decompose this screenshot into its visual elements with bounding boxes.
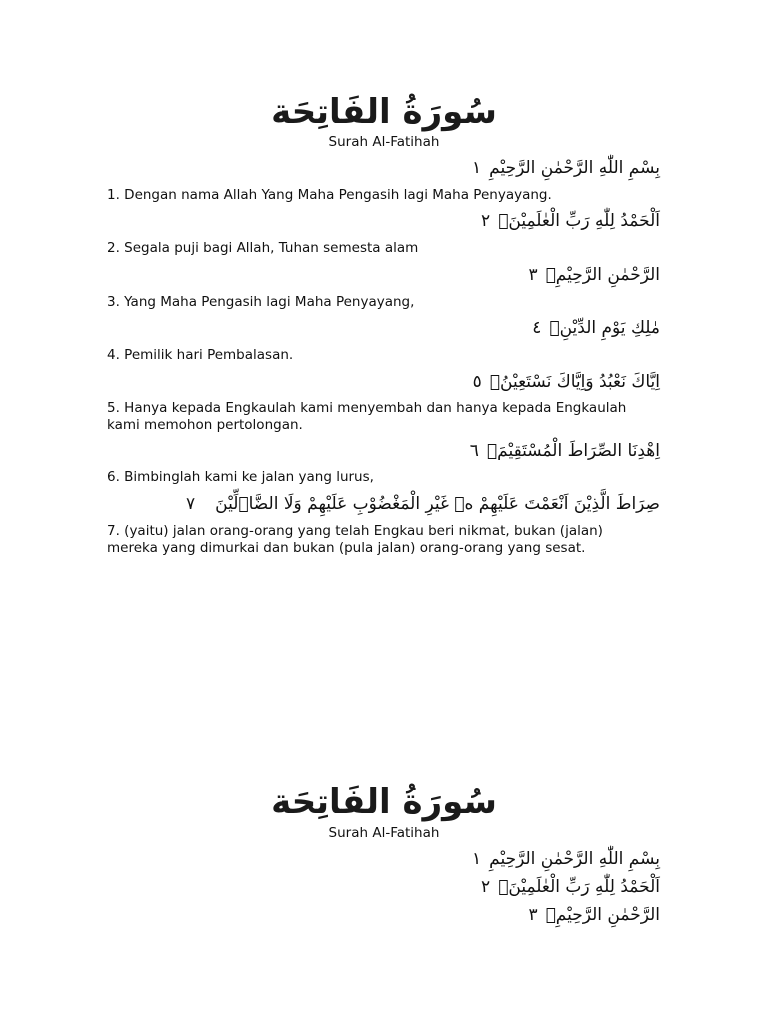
verse-translation: 7. (yaitu) jalan orang-orang yang telah Engkau beri nikmat, bukan (jalan) mereka yang dimurkai dan bukan (pula jalan) orang-orang yang sesat. [107,523,603,556]
surah-calligraphy-logo: سُورَةُ الفَاتِحَة [271,782,497,822]
verse-number: ٣ [528,905,538,925]
arabic-text: اِهْدِنَا الصِّرَاطَ الْمُسْتَقِيْمَۙ [486,441,660,461]
verse-translation: 2. Segala puji bagi Allah, Tuhan semesta alam [107,240,419,256]
arabic-text: اَلْحَمْدُ لِلّٰهِ رَبِّ الْعٰلَمِيْنَۙ [498,211,660,231]
verse-arabic [100,316,660,340]
verse-arabic [100,263,660,287]
arabic-text: الرَّحْمٰنِ الرَّحِيْمِۙ [545,265,660,285]
verse-arabic [100,847,660,871]
verse-arabic [100,492,660,516]
arabic-text: صِرَاطَ الَّذِيْنَ اَنْعَمْتَ عَلَيْهِمْ ەۙ غَيْرِ الْمَغْضُوْبِ عَلَيْهِمْ وَلَا الضَّاۤلِّيْنَ [215,494,660,514]
verse-number: ٣ [528,265,538,285]
arabic-text: الرَّحْمٰنِ الرَّحِيْمِۙ [545,905,660,925]
arabic-text: اِيَّاكَ نَعْبُدُ وَاِيَّاكَ نَسْتَعِيْنُۗ [489,372,660,392]
verse-arabic [100,875,660,899]
arabic-text: بِسْمِ اللّٰهِ الرَّحْمٰنِ الرَّحِيْمِ [489,849,660,869]
verse-number: ٧ [186,494,196,514]
surah-subtitle: Surah Al-Fatihah [328,825,440,841]
verse-arabic [100,370,660,394]
verse-translation: 6. Bimbinglah kami ke jalan yang lurus, [107,469,374,485]
verse-number: ١ [471,158,482,178]
arabic-text: بِسْمِ اللّٰهِ الرَّحْمٰنِ الرَّحِيْمِ [489,158,660,178]
verse-number: ٢ [481,211,491,231]
verse-arabic [100,209,660,233]
verse-number: ٤ [532,318,542,338]
verse-number: ٦ [469,441,479,461]
verse-translation: 3. Yang Maha Pengasih lagi Maha Penyayang, [107,294,415,310]
verse-arabic [100,156,660,180]
surah-subtitle: Surah Al-Fatihah [328,134,440,150]
verse-arabic [100,439,660,463]
verse-translation: 5. Hanya kepada Engkaulah kami menyembah dan hanya kepada Engkaulah kami memohon pertolongan. [107,400,627,433]
verse-translation: 1. Dengan nama Allah Yang Maha Pengasih lagi Maha Penyayang. [107,187,552,203]
verse-number: ١ [471,849,482,869]
verse-translation: 4. Pemilik hari Pembalasan. [107,347,294,363]
verse-number: ٢ [481,877,491,897]
surah-calligraphy-logo: سُورَةُ الفَاتِحَة [271,92,497,132]
verse-arabic [100,903,660,927]
verse-number: ٥ [472,372,482,392]
arabic-text: اَلْحَمْدُ لِلّٰهِ رَبِّ الْعٰلَمِيْنَۙ [498,877,660,897]
arabic-text: مٰلِكِ يَوْمِ الدِّيْنِۗ [549,318,660,338]
